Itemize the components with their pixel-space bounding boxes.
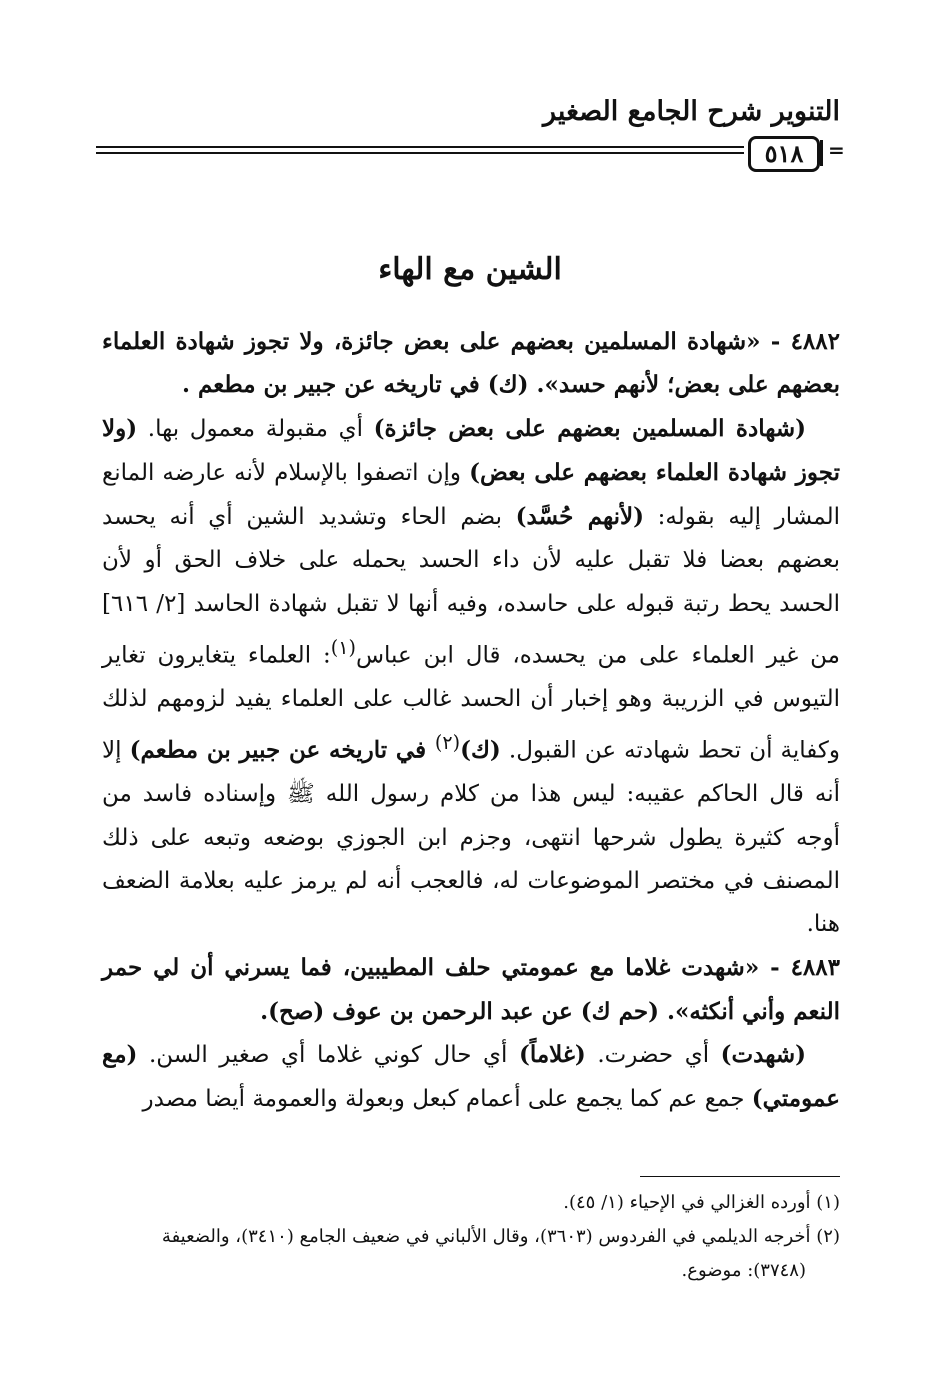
footnote-2-continued: (٣٧٤٨): موضوع.: [681, 1260, 806, 1281]
body-text: [102, 320, 840, 1122]
footnote-1: (١) أورده الغزالي في الإحياء (١/ ٤٥).: [563, 1192, 840, 1213]
footnote-ref-2: (٢): [434, 731, 461, 755]
commentary-4882: (شهادة المسلمين بعضهم على بعض جائزة) أي مقبولة معمول بها. (ولا تجوز شهادة العلماء بعضهم على بعض) وإن اتصفوا بالإسلام لأنه عارضه المانع المشار إليه بقوله: (لأنهم حُسَّد) بضم الحاء وتشديد الشين أي أنه يحسد بعضهم بعضا فلا تقبل عليه لأن داء الحسد يحمله على خلاف الحق أو لأن الحسد يحط رتبة قبوله على حاسده، وفيه أنها لا تقبل شهادة الحاسد [٢/ ٦١٦] من غير العلماء على من يحسده، قال ابن عباس$^{(١)}$: العلماء يتغايرون تغاير التيوس في الزريبة وهو إخبار أن الحسد غالب على العلماء يفيد لزومهم لذلك وكفاية أن تحط شهادته عن القبول. (ك)$^{(٢)}$ في تاريخه عن جبير بن مطعم) إلا أنه قال الحاكم عقيبه: ليس هذا من كلام رسول الله ﷺ وإسناده فاسد من أوجه كثيرة يطول شرحها انتهى، وجزم ابن الجوزي بوضعه وتبعه على ذلك المصنف في مختصر الموضوعات له، فالعجب أنه لم يرمز عليه بعلامة الضعف هنا.: [102, 414, 840, 938]
header-rule: [96, 136, 845, 176]
hadith-4883: ٤٨٨٣ - «شهدت غلاما مع عمومتي حلف المطيبين، فما يسرني أن لي حمر النعم وأني أنكثه». (حم ك) عن عبد الرحمن بن عوف (صح).: [102, 954, 840, 1025]
section-heading: الشين مع الهاء: [378, 252, 562, 287]
page-number: ٥١٨: [748, 136, 820, 172]
hadith-4882: ٤٨٨٢ - «شهادة المسلمين بعضهم على بعض جائزة، ولا تجوز شهادة العلماء بعضهم على بعض؛ لأنهم حسد». (ك) في تاريخه عن جبير بن مطعم .: [102, 328, 840, 399]
footnote-ref-1: (١): [330, 636, 356, 660]
footnote-separator: [640, 1176, 840, 1177]
footnote-2: (٢) أخرجه الديلمي في الفردوس (٣٦٠٣)، وقال الألباني في ضعيف الجامع (٣٤١٠)، والضعيفة: [161, 1226, 840, 1247]
running-header-title: التنوير شرح الجامع الصغير: [543, 96, 840, 127]
page-number-eq-mark: =: [828, 138, 845, 162]
footnotes: [102, 1186, 840, 1288]
header-rule-line: [96, 146, 744, 148]
commentary-4883: (شهدت) أي حضرت. (غلاماً) أي حال كوني غلاما أي صغير السن. (مع عمومتي) جمع عم كما يجمع على أعمام كبعل وبعولة والعمومة أيضا مصدر: [102, 1041, 840, 1113]
header-rule-line: [96, 152, 744, 154]
